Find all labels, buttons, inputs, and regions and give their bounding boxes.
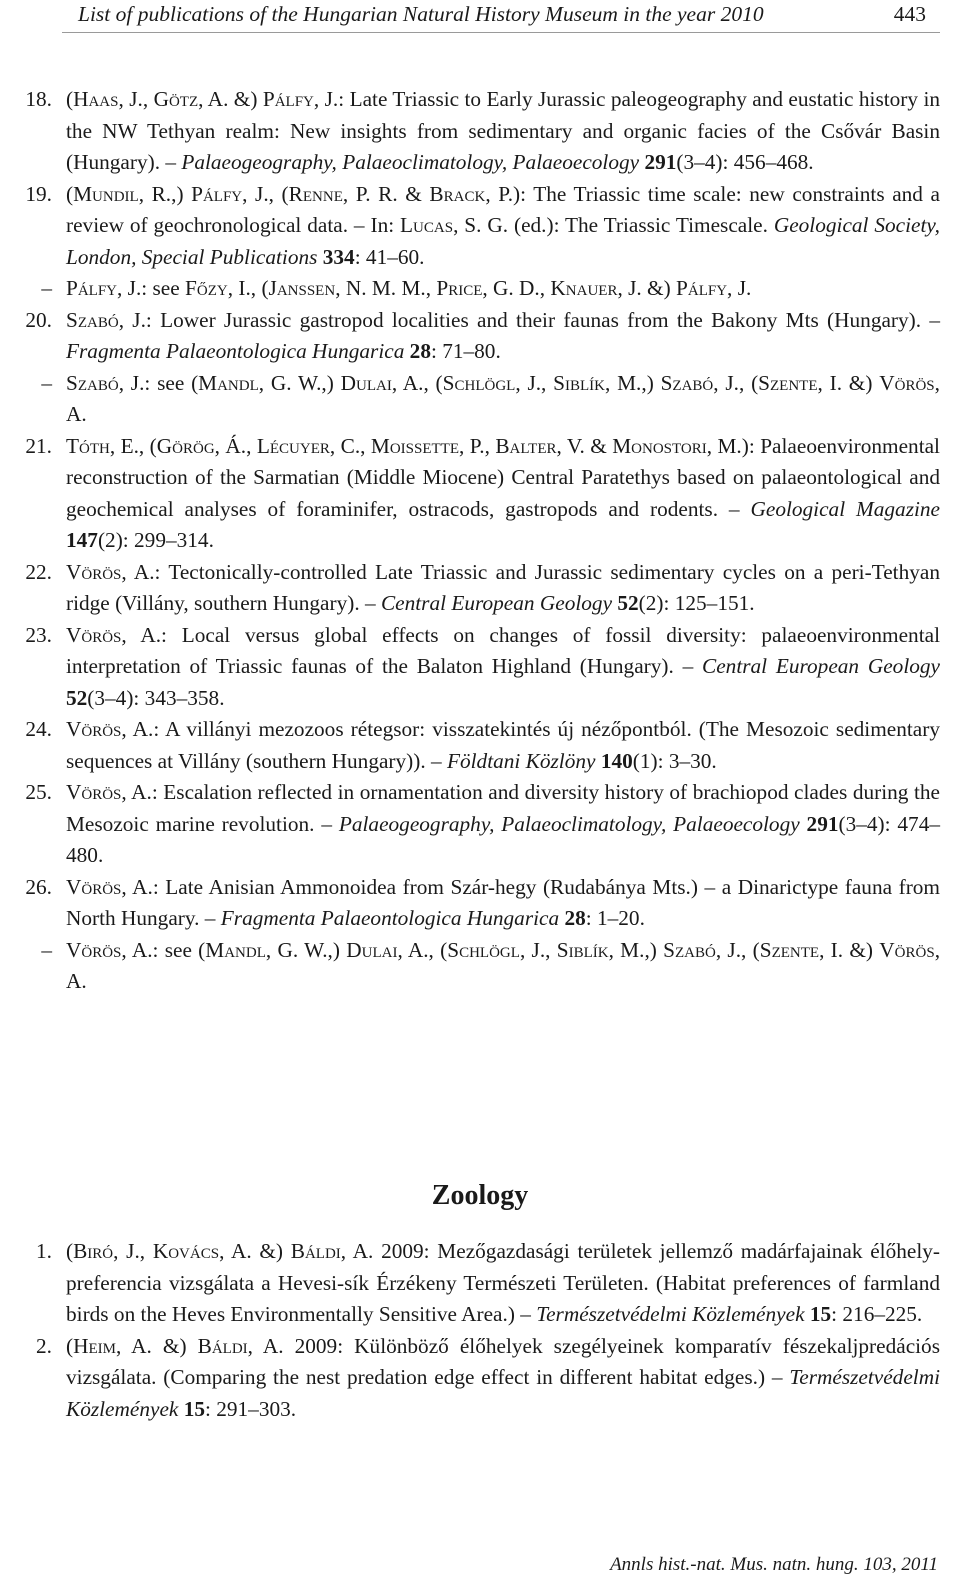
publication-entry: 18. (Haas, J., Götz, A. &) Pálfy, J.: Late Triassic to Early Jurassic paleogeography and eustatic history in the NW Tethyan realm: New insights from sedimentary and organic facies of the Csővár Basin (Hungary). – Palaeogeography, Palaeoclimatology, Palaeoecology 291(3–4): 456–468. — [0, 84, 960, 179]
author-name: Vörös — [66, 874, 122, 899]
author-name: Götz — [153, 87, 199, 111]
journal-name: Földtani Közlöny — [446, 748, 596, 773]
page-number: 443 — [893, 2, 926, 26]
publication-list-zoology — [0, 1236, 960, 1425]
author-name: Knauer — [550, 276, 618, 300]
pages: : 291–303. — [204, 1396, 297, 1421]
volume-number: 28 — [409, 339, 431, 363]
entry-number: 18. — [25, 87, 52, 111]
entry-number: – — [41, 370, 52, 395]
publication-entry: 22. Vörös, A.: Tectonically-controlled Late Triassic and Jurassic sedimentary cycles on a peri-Tethyan ridge (Villány, southern Hungary). – Central European Geology 52(2): 125–151. — [0, 557, 960, 620]
author-name: Szente — [759, 937, 820, 962]
author-name: Vörös — [66, 559, 122, 584]
author-name: Renne — [288, 181, 343, 206]
author-name: Vörös — [66, 622, 122, 647]
author-name: Vörös — [879, 937, 935, 962]
journal-name: Central European Geology — [380, 591, 613, 615]
author-name: Mandl — [205, 937, 266, 962]
entry-number: 20. — [25, 307, 52, 332]
author-name: Janssen — [268, 276, 336, 300]
entry-number: 2. — [36, 1333, 52, 1358]
section-heading-zoology: Zoology — [431, 1180, 529, 1211]
header-title: List of publications of the Hungarian Natural History Museum in the year 2010 — [78, 2, 764, 26]
journal-name: Geological Magazine — [750, 496, 941, 521]
entry-number: – — [41, 276, 52, 300]
pages: (1): 3–30. — [632, 748, 717, 773]
author-name: Siblík — [556, 937, 609, 962]
entry-number: 23. — [25, 622, 52, 647]
author-name: Siblík — [553, 370, 606, 395]
author-name: Tóth — [66, 433, 110, 458]
entry-number: 1. — [36, 1239, 52, 1263]
publication-entry: 20. Szabó, J.: Lower Jurassic gastropod localities and their faunas from the Bakony Mts (Hungary). – Fragmenta Palaeontologica Hungarica 28: 71–80. — [0, 305, 960, 368]
entry-number: 24. — [25, 717, 52, 741]
author-name: Monostori — [612, 433, 707, 458]
journal-name: Természetvédelmi Közlemények — [536, 1302, 805, 1326]
volume-number: 15 — [183, 1396, 205, 1421]
volume-number: 52 — [617, 591, 639, 615]
author-name: Vörös — [879, 370, 935, 395]
running-header — [62, 2, 940, 33]
publication-entry: 23. Vörös, A.: Local versus global effects on changes of fossil diversity: palaeoenvironmental interpretation of Triassic faunas of the Balaton Highland (Hungary). – Central European Geology 52(3–4): 343–358. — [0, 620, 960, 715]
volume-number: 147 — [66, 528, 98, 552]
author-name: Lécuyer — [256, 433, 330, 458]
pages: : 71–80. — [430, 339, 501, 363]
author-name: Szabó — [66, 370, 119, 395]
journal-name: Geological Society, London, Special Publications — [66, 213, 940, 269]
volume-number: 140 — [600, 748, 633, 773]
author-name: Balter — [495, 433, 557, 458]
author-name: Vörös — [66, 717, 122, 741]
publication-entry: 25. Vörös, A.: Escalation reflected in ornamentation and diversity history of brachiopod clades during the Mesozoic marine revolution. – Palaeogeography, Palaeoclimatology, Palaeoecology 291(3–4): 474–480. — [0, 777, 960, 872]
journal-name: Fragmenta Palaeontologica Hungarica — [66, 339, 405, 363]
volume-number: 52 — [66, 685, 88, 710]
author-name: Szente — [758, 370, 818, 395]
author-name: Heim — [73, 1333, 116, 1358]
author-name: Mundil — [73, 181, 139, 206]
author-name: Pálfy — [676, 276, 728, 300]
publication-entry: – Vörös, A.: see (Mandl, G. W.,) Dulai, A., (Schlögl, J., Siblík, M.,) Szabó, J., (Szente, I. &) Vörös, A. — [0, 935, 960, 998]
author-name: Szabó — [660, 370, 714, 395]
pages: : 41–60. — [354, 244, 425, 269]
publication-entry: 19. (Mundil, R.,) Pálfy, J., (Renne, P. R. & Brack, P.): The Triassic time scale: new constraints and a review of geochronological data. – In: Lucas, S. G. (ed.): The Triassic Timescale. Geological Society, London, Special Publications 334: 41–60. — [0, 179, 960, 274]
author-name: Mandl — [198, 370, 259, 395]
volume-number: 291 — [644, 150, 677, 174]
publication-entry: – Szabó, J.: see (Mandl, G. W.,) Dulai, A., (Schlögl, J., Siblík, M.,) Szabó, J., (Szente, I. &) Vörös, A. — [0, 368, 960, 431]
pages: (2): 125–151. — [638, 591, 755, 615]
author-name: Pálfy — [66, 276, 118, 300]
publication-entry: 21. Tóth, E., (Görög, Á., Lécuyer, C., Moissette, P., Balter, V. & Monostori, M.): Palaeoenvironmental reconstruction of the Sarmatian (Middle Miocene) Central Paratethys based on palaeontological and geochemical analyses of foraminifer, ostracods, gastropods and rodents. – Geological Magazine 147(2): 299–314. — [0, 431, 960, 557]
author-name: Szabó — [66, 307, 119, 332]
author-name: Görög — [156, 433, 215, 458]
author-name: Báldi — [290, 1239, 341, 1263]
author-name: Vörös — [66, 937, 122, 962]
author-name: Price — [436, 276, 483, 300]
author-name: Schlögl — [442, 370, 516, 395]
volume-number: 15 — [809, 1302, 832, 1326]
volume-number: 28 — [564, 906, 586, 930]
author-name: Dulai — [340, 370, 392, 395]
publication-entry: 2. (Heim, A. &) Báldi, A. 2009: Különböző élőhelyek szegélyeinek komparatív fészekaljpredációs vizsgálata. (Comparing the nest predation edge effect in different habitat edges.) – Természetvédelmi Közlemények 15: 291–303. — [0, 1331, 960, 1426]
pages: : 216–225. — [831, 1302, 923, 1326]
journal-name: Central European Geology — [702, 654, 940, 678]
entry-number: 21. — [25, 433, 52, 458]
author-name: Kovács — [152, 1239, 220, 1263]
pages: : 1–20. — [585, 906, 645, 930]
publication-list-paleontology — [0, 84, 960, 998]
author-name: Dulai — [346, 937, 398, 962]
author-name: Szabó — [663, 937, 716, 962]
author-name: Lucas — [400, 213, 454, 237]
publication-entry: 1. (Biró, J., Kovács, A. &) Báldi, A. 2009: Mezőgazdasági területek jellemző madárfajainak élőhely-preferencia vizsgálata a Hevesi-sík Érzékeny Természeti Területen. (Habitat preferences of farmland birds on the Heves Environmentally Sensitive Area.) – Természetvédelmi Közlemények 15: 216–225. — [0, 1236, 960, 1331]
publication-entry: 26. Vörös, A.: Late Anisian Ammonoidea from Szár-hegy (Rudabánya Mts.) – a Dinarictype fauna from North Hungary. – Fragmenta Palaeontologica Hungarica 28: 1–20. — [0, 872, 960, 935]
volume-number: 334 — [322, 244, 355, 269]
author-name: Pálfy — [191, 181, 243, 206]
author-name: Vörös — [66, 780, 122, 804]
volume-number: 291 — [806, 811, 839, 836]
entry-number: 22. — [25, 559, 52, 584]
author-name: Főzy — [185, 276, 228, 300]
entry-number: 26. — [25, 874, 52, 899]
author-name: Báldi — [197, 1333, 248, 1358]
pages: (3–4): 456–468. — [676, 150, 814, 174]
journal-name: Palaeogeography, Palaeoclimatology, Palaeoecology — [181, 150, 640, 174]
entry-number: – — [41, 937, 52, 962]
author-name: Schlögl — [447, 937, 520, 962]
pages: (2): 299–314. — [97, 528, 214, 552]
pages: (3–4): 343–358. — [87, 685, 225, 710]
author-name: Haas — [73, 87, 119, 111]
author-name: Biró — [73, 1239, 114, 1263]
author-name: Pálfy — [262, 87, 314, 111]
entry-number: 19. — [25, 181, 52, 206]
entry-number: 25. — [25, 780, 52, 804]
journal-name: Palaeogeography, Palaeoclimatology, Palaeoecology — [338, 811, 800, 836]
publication-entry: – Pálfy, J.: see Főzy, I., (Janssen, N. M. M., Price, G. D., Knauer, J. &) Pálfy, J. — [0, 273, 960, 305]
publication-entry: 24. Vörös, A.: A villányi mezozoos rétegsor: visszatekintés új nézőpontból. (The Mesozoic sedimentary sequences at Villány (southern Hungary)). – Földtani Közlöny 140(1): 3–30. — [0, 714, 960, 777]
journal-name: Természetvédelmi Közlemények — [66, 1365, 940, 1421]
pages: (3–4): 474–480. — [66, 811, 940, 867]
author-name: Brack — [429, 181, 486, 206]
author-name: Moissette — [370, 433, 460, 458]
journal-footer: Annls hist.-nat. Mus. natn. hung. 103, 2011 — [610, 1554, 938, 1575]
journal-name: Fragmenta Palaeontologica Hungarica — [220, 906, 560, 930]
